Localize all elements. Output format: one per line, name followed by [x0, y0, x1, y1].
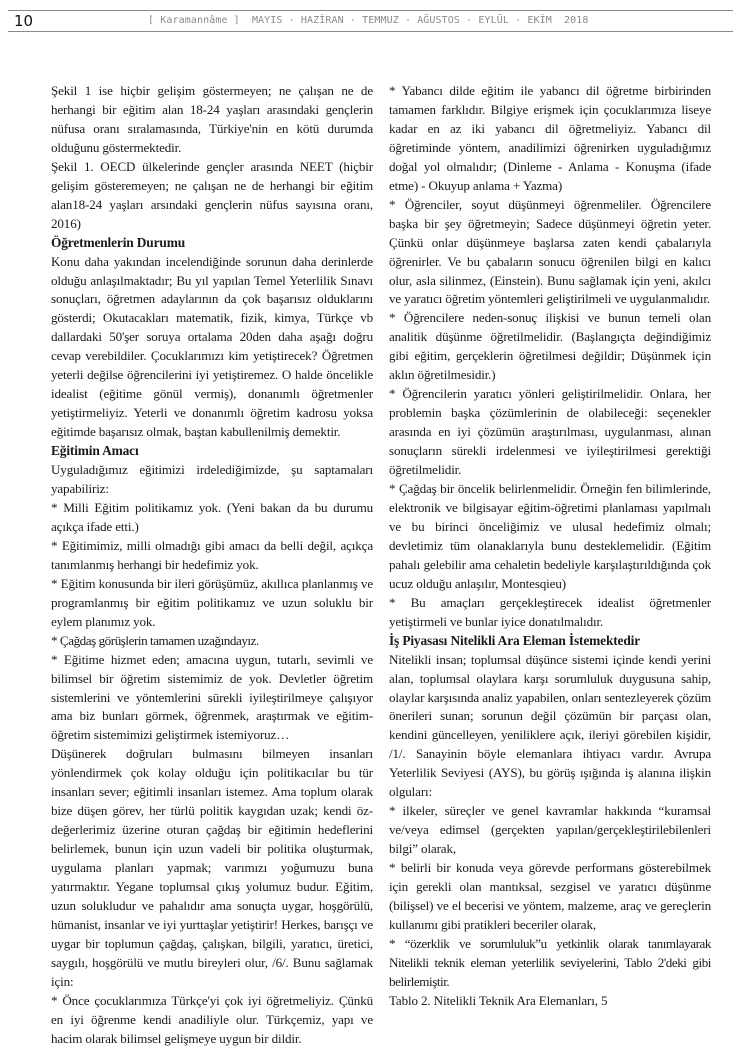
journal-name: [ Karamannâme ] [148, 15, 240, 26]
section-heading: İş Piyasası Nitelikli Ara Eleman İstemektedir [389, 632, 641, 648]
page-number: 10 [14, 12, 34, 30]
right-column [389, 82, 711, 1011]
bullet-item: * Milli Eğitim politikamız yok. (Yeni bakan da bu durumu açıkça ifade etti.) [51, 499, 373, 534]
bullet-item: * Eğitimimiz, milli olmadığı gibi amacı da belli değil, açıkça tanımlanmış herhangi bir hedefimiz yok. [51, 537, 373, 572]
paragraph: Düşünerek doğruları bulmasını bilmeyen insanları yönlendirmek çok kolay olduğu için politikacılar bu tür insanları sever; eğitimli insanları istemez. Ama toplum olarak bize düşen görev, her türlü politik kaygıdan uzak; kendi öz-değerlerimiz üzerine oturan çağdaş bir eğitimin hedeflerini belirlemek, bunun için uzun vadeli bir politika oluşturmak, uygulama planları yapmak; varımızı yoğumuzu buna yatırmaktır. Yegane toplumsal çıkış yolumuz budur. Eğitim, uzun solukludur ve pahalıdır ama sonuçta uygar, hoşgörülü, hümanist, insanlar ve iyi yurttaşlar yetiştirir! Herkes, barışçı ve uygar bir toplumun çağdaş, çalışkan, bilgili, yaratıcı, üretici, saygılı, hoşgörülü ve mutlu bireyleri olur, /6/. Bunu sağlamak için: [51, 746, 373, 989]
bullet-item: * “özerklik ve sorumluluk”u yetkinlik olarak tanımlayarak Nitelikli teknik eleman yeterlilik seviyelerini, Tablo 2'deki gibi belirlemiştir. [389, 935, 711, 989]
running-head-text [148, 11, 594, 31]
bullet-item: * Önce çocuklarımıza Türkçe'yi çok iyi öğretmeliyiz. Çünkü en iyi öğrenme kendi anadiliyle olur. Türkçemiz, yapı ve hacim olarak bilimsel gelişmeye uygun bir dildir. [51, 992, 373, 1046]
paragraph: Uyguladığımız eğitimizi irdelediğimizde, şu saptamaları yapabiliriz: [51, 462, 373, 497]
figure-caption: Şekil 1. OECD ülkelerinde gençler arasında NEET (hiçbir gelişim gösteremeyen; ne çalışan ne de herhangi bir eğitim alan18-24 yaşları arsındaki gençlerin nüfus sayısına oranı, 2016) [51, 158, 373, 231]
bullet-item: * Eğitim konusunda bir ileri görüşümüz, akıllıca planlanmış ve programlanmış bir eğitim politikamız ve uzun soluklu bir eylem planımız yok. [51, 575, 373, 629]
left-column [51, 82, 373, 1049]
section-heading: Öğretmenlerin Durumu [51, 234, 185, 250]
bullet-item: * Çağdaş bir öncelik belirlenmelidir. Örneğin fen bilimlerinde, elektronik ve bilgisayar eğitim-öğretimi planlaması yapılmalı ve bu birinci önceliğimiz ve ulusal hedefimiz olmalı; devletimiz tüm olanaklarıyla bunu desteklemelidir. (Eğitim pahalı gelebilir ama cehaletin bedeliyle karşılaştırıldığında çok ucuz olduğu anlaşılır, Montesqieu) [389, 481, 711, 591]
paragraph: Şekil 1 ise hiçbir gelişim göstermeyen; ne çalışan ne de herhangi bir eğitim alan 18-24 yaşları arasındaki gençlerin nüfusa oranı sıralamasında, Türkiye'nin en kötü durumda olduğunu göstermektedir. [51, 83, 373, 155]
paragraph: Nitelikli insan; toplumsal düşünce sistemi içinde kendi yerini alan, toplumsal olaylara karşı sorumluluk duygusuna sahip, olaylar karşısında analiz yapabilen, onları sentezleyerek çözüm önerileri sunan; sorunun değil çözümün bir parçası olan, kendini güncelleyen, yeniliklere açık, ileriyi görebilen kişidir, /1/. Sanayinin böyle elemanlara ihtiyacı vardır. Avrupa Yeterlilik Seviyesi (AYS), bu görüş ışığında iş alanına ilişkin olguları: [389, 651, 711, 800]
section-heading: Eğitimin Amacı [51, 443, 139, 459]
bullet-item: * Öğrenciler, soyut düşünmeyi öğrenmeliler. Öğrencilere başka bir şey öğretmeyin; Sadece düşünmeyi öğretin yeter. Çünkü onlar düşünmeye başlarsa zaten kendi çabalarıyla öğrenirler. Ve bu çabaların sonucu öğrenilen bilgi en kalıcı olur, asla silinmez, (Einstein). Bunu sağlamak için yeni, akılcı ve yaratıcı öğretim yöntemleri geliştirilmeli ve uygulanmalıdır. [389, 196, 711, 307]
running-header [8, 10, 733, 32]
bullet-item: * Yabancı dilde eğitim ile yabancı dil öğretme birbirinden tamamen farklıdır. Bilgiye erişmek için çocuklarımıza liseye kadar en az iki yabancı dil öğretmeliyiz. Yabancı dil öğretiminde yöntem, anadilimizi öğrenirken uyguladığımız doğal yol olmalıdır; (Dinleme - Anlama - Konuşma (ifade etme) - Okuyup anlama + Yazma) [389, 83, 711, 193]
issue-months: MAYIS · HAZİRAN · TEMMUZ · AĞUSTOS · EYLÜL · EKİM [251, 15, 552, 26]
issue-year: 2018 [563, 15, 589, 26]
bullet-item: * Bu amaçları gerçekleştirecek idealist öğretmenler yetiştirmeli ve bunlar iyice donatılmalıdır. [389, 594, 711, 629]
table-caption: Tablo 2. Nitelikli Teknik Ara Elemanları, 5 [389, 992, 608, 1008]
bullet-item: * Eğitime hizmet eden; amacına uygun, tutarlı, sevimli ve bilimsel bir öğretim sistemimiz de yok. Devletler öğretim sistemlerini ve yöntemlerini sürekli iyileştirilmeye çalışıyor ama biz bunları görmek, öğrenmek, araştırmak ve eğitim-öğretim sistemimizi geliştirmek istemiyoruz… [51, 651, 373, 743]
bullet-item: * Öğrencilere neden-sonuç ilişkisi ve bunun temeli olan analitik düşünme öğretilmelidir. (Başlangıçta değindiğimiz gibi eğitim, gerçeklerin öğretilmesi değildir; Düşünmek için aklın öğretilmesidir.) [389, 310, 711, 383]
bullet-item: * ilkeler, süreçler ve genel kavramlar hakkında “kuramsal ve/veya edimsel (gerçekten yapılan/gerçekleştirilebilenleri bilgi” olarak, [389, 803, 711, 857]
bullet-item: * Çağdaş görüşlerin tamamen uzağındayız. [51, 632, 259, 648]
paragraph: Konu daha yakından incelendiğinde sorunun daha derinlerde olduğu anlaşılmaktadır; Bu yıl yapılan Temel Yeterlilik Sınavı sonuçları, öğretmen adaylarının da çok başarısız olduklarını gösterdi; Okutacakları matematik, fizik, kimya, Türkçe vb dallardaki 50'şer soruya ortalama 20den daha aşağı doğru cevap verebildiler. Çocuklarımızı kim yetiştirecek? Öğretmen yeterli değilse öğrencilerini iyi yetiştiremez. O halde öncelikle idealist (eğitime gönül vermiş), donanımlı öğretmenler yetiştirmeliyiz. Yeterli ve donanımlı öğretim kadrosu yoksa eğitimde başarısız olmak, baştan kabullenilmiş demektir. [51, 253, 373, 440]
bullet-item: * belirli bir konuda veya görevde performans gösterebilmek için gerekli olan mantıksal, sezgisel ve yaratıcı düşünme (bilişsel) ve el becerisi ve yöntem, malzeme, araç ve gereçlerin kullanımı gibi pratikleri beceriler olarak, [389, 860, 711, 932]
bullet-item: * Öğrencilerin yaratıcı yönleri geliştirilmelidir. Onlara, her problemin başka çözümlerinin de olabileceği: seçenekler arasında en iyi çözümün araştırılması, uygulanması, alınan sonuçların sürekli irdelenmesi ve iyileştirilmesi gerektiği öğretilmelidir. [389, 386, 711, 478]
